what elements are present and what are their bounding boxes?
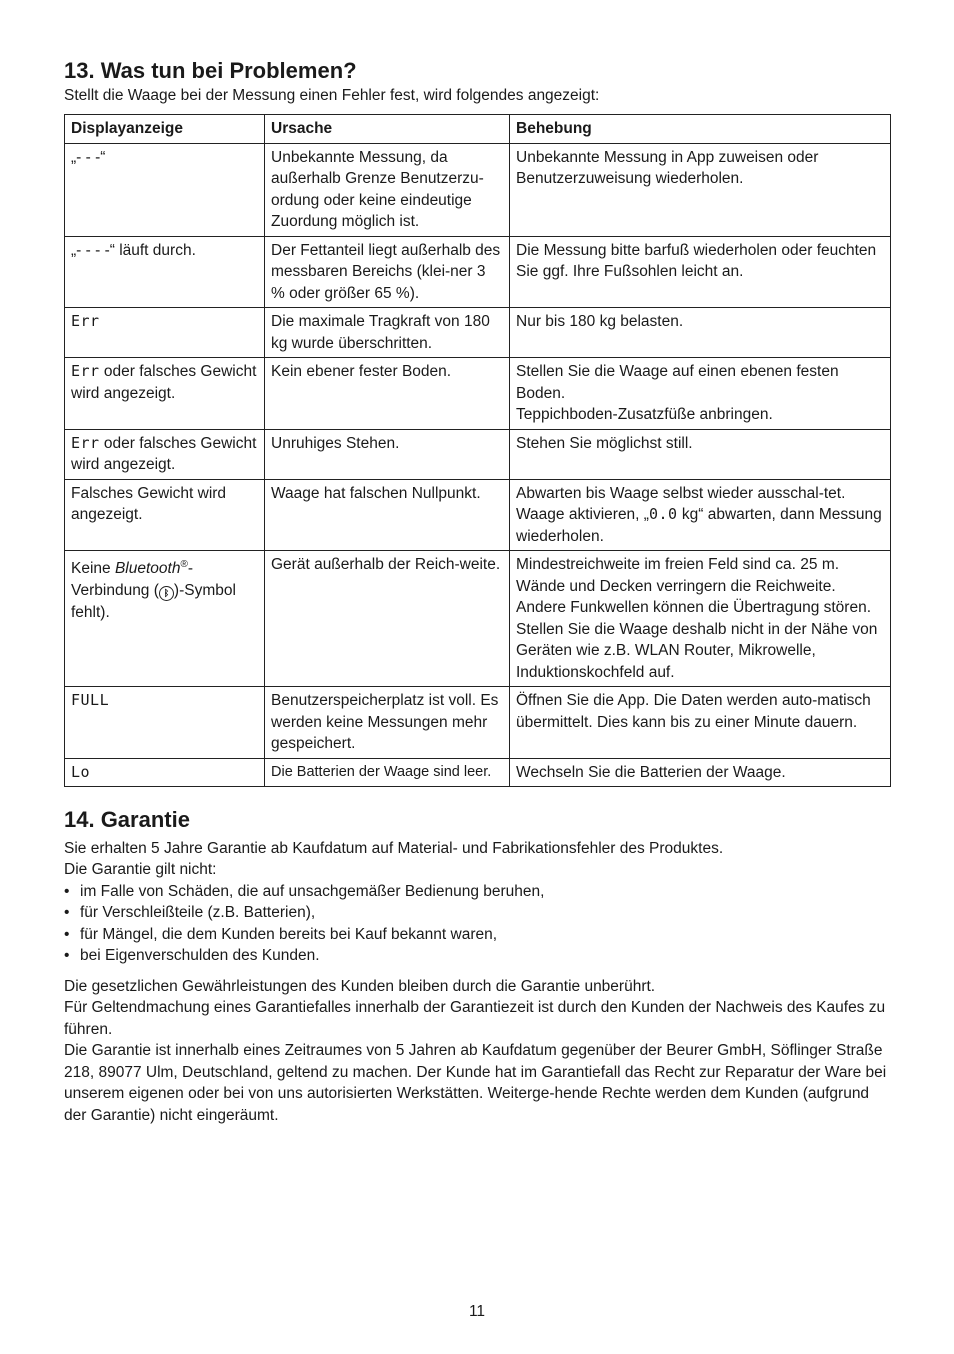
fix-text-end: kg“ abwarten, dann Messung wiederholen. [516, 506, 882, 545]
cause-cell: Der Fettanteil liegt außerhalb des messbaren Bereichs (klei-ner 3 % oder größer 65 %). [265, 236, 510, 308]
paragraph: Sie erhalten 5 Jahre Garantie ab Kaufdatum auf Material- und Fabrikationsfehler des Produktes. [64, 839, 724, 857]
table-header-row [65, 115, 891, 144]
bluetooth-brand: Bluetooth [114, 560, 181, 578]
table-row [65, 143, 891, 236]
display-text-a: Keine [71, 560, 115, 578]
cause-cell: Kein ebener fester Boden. [265, 358, 510, 430]
table-row [65, 358, 891, 430]
fix-cell: Die Messung bitte barfuß wiederholen oder feuchten Sie ggf. Ihre Fußsohlen leicht an. [510, 236, 891, 308]
troubleshooting-table [64, 114, 891, 787]
fix-cell: Wechseln Sie die Batterien der Waage. [510, 758, 891, 787]
table-row [65, 479, 891, 551]
segment-display-text: Err [71, 362, 100, 381]
header-fix: Behebung [510, 115, 891, 144]
paragraph: Die Garantie gilt nicht: [64, 861, 217, 879]
display-description: oder falsches Gewicht wird angezeigt. [71, 434, 257, 474]
section-14 [64, 807, 891, 1126]
fix-cell: Stellen Sie die Waage auf einen ebenen festen Boden. Teppichboden-Zusatzfüße anbringen. [510, 358, 891, 430]
segment-display-text: Lo [71, 762, 91, 781]
page-content [64, 58, 891, 1126]
list-item: • für Mängel, die dem Kunden bereits bei Kauf bekannt waren, [64, 924, 891, 946]
fix-cell: Öffnen Sie die App. Die Daten werden auto-matisch übermittelt. Dies kann bis zu einer Minute dauern. [510, 687, 891, 759]
table-row [65, 429, 891, 479]
display-text-c: )-Symbol fehlt). [71, 582, 236, 621]
cause-cell: Unbekannte Messung, da außerhalb Grenze Benutzerzu-ordung oder keine eindeutige Zuordung möglich ist. [265, 143, 510, 236]
list-item: • bei Eigenverschulden des Kunden. [64, 945, 891, 967]
list-item: • für Verschleißteile (z.B. Batterien), [64, 902, 891, 924]
cause-cell: Unruhiges Stehen. [265, 429, 510, 479]
list-item: • im Falle von Schäden, die auf unsachgemäßer Bedienung beruhen, [64, 881, 891, 903]
header-cause: Ursache [265, 115, 510, 144]
segment-display-text: 0.0 [648, 505, 678, 524]
display-text-b: -Verbindung ( [71, 560, 193, 600]
display-cell: Falsches Gewicht wird angezeigt. [65, 479, 265, 551]
display-description: oder falsches Gewicht wird angezeigt. [71, 363, 257, 402]
cause-cell: Waage hat falschen Nullpunkt. [265, 479, 510, 551]
page-number: 11 [468, 1303, 486, 1320]
section-13-title: 13. Was tun bei Problemen? [64, 58, 357, 83]
section-14-title: 14. Garantie [64, 807, 190, 833]
paragraph: Die gesetzlichen Gewährleistungen des Kunden bleiben durch die Garantie unberührt. [64, 977, 656, 995]
fix-text-start: Abwarten bis Waage selbst wieder ausschal-tet. Waage aktivieren, „ [516, 484, 846, 524]
table-row [65, 687, 891, 759]
header-display: Displayanzeige [65, 115, 265, 144]
cause-cell: Benutzerspeicherplatz ist voll. Es werden keine Messungen mehr gespeichert. [265, 687, 510, 759]
table-row [65, 758, 891, 787]
segment-display-text: FULL [71, 691, 110, 710]
registered-mark: ® [180, 559, 188, 571]
section-13-intro: Stellt die Waage bei der Messung einen Fehler fest, wird folgendes angezeigt: [64, 87, 600, 105]
fix-cell [510, 479, 891, 551]
bluetooth-icon: ᛒ [159, 586, 174, 601]
fix-cell: Stehen Sie möglichst still. [510, 429, 891, 479]
bullet-list [64, 881, 891, 967]
segment-display-text: Err [71, 312, 100, 331]
cause-cell: Die maximale Tragkraft von 180 kg wurde überschritten. [265, 308, 510, 358]
segment-display-text: Err [71, 433, 100, 452]
table-row [65, 236, 891, 308]
table-row [65, 551, 891, 687]
paragraph: Die Garantie ist innerhalb eines Zeitraumes von 5 Jahren ab Kaufdatum gegenüber der Beurer GmbH, Söflinger Straße 218, 89077 Ulm, Deutschland, geltend zu machen. Der Kunde hat im Garantiefall das Recht zur Reparatur der Ware bei unserem eigenen oder bei von uns autorisierten Werkstätten. Weiterge-hende Rechte werden dem Kunden (aufgrund der Garantie) nicht eingeräumt. [64, 1042, 887, 1124]
display-cell [65, 308, 265, 358]
display-cell [65, 429, 265, 479]
fix-cell: Mindestreichweite im freien Feld sind ca. 25 m. Wände und Decken verringern die Reichweite. Andere Funkwellen können die Übertragung stören. Stellen Sie die Waage deshalb nicht in der Nähe von Geräten wie z.B. WLAN Router, Mikrowelle, Induktionskochfeld auf. [510, 551, 891, 687]
display-cell: „- - -“ [65, 143, 265, 236]
fix-cell: Nur bis 180 kg belasten. [510, 308, 891, 358]
display-cell [65, 687, 265, 759]
display-cell [65, 358, 265, 430]
display-cell [65, 758, 265, 787]
cause-cell: Die Batterien der Waage sind leer. [265, 758, 510, 787]
cause-cell: Gerät außerhalb der Reich-weite. [265, 551, 510, 687]
display-cell [65, 551, 265, 687]
display-cell: „- - - -“ läuft durch. [65, 236, 265, 308]
paragraph: Für Geltendmachung eines Garantiefalles innerhalb der Garantiezeit ist durch den Kunden der Nachweis des Kaufes zu führen. [64, 999, 886, 1038]
fix-cell: Unbekannte Messung in App zuweisen oder Benutzerzuweisung wiederholen. [510, 143, 891, 236]
table-row [65, 308, 891, 358]
